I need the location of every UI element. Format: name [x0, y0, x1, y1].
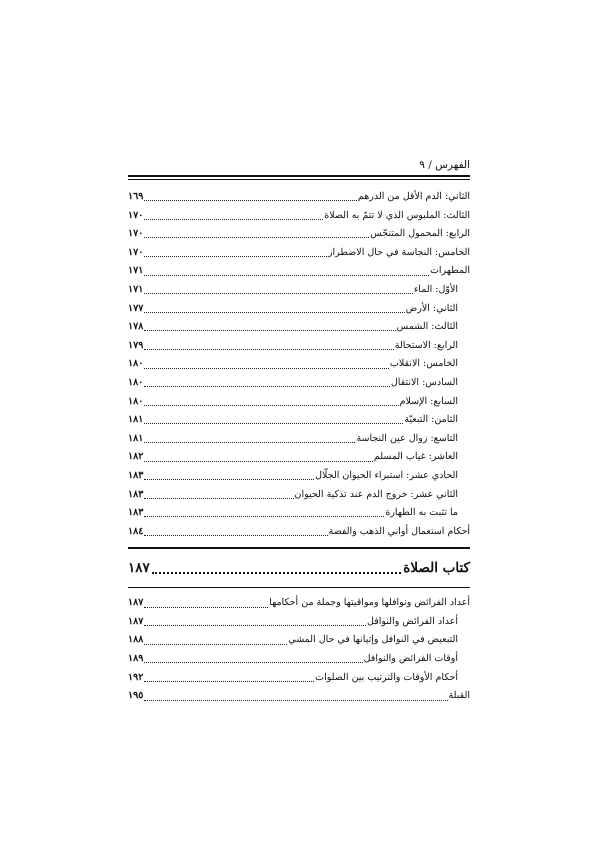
toc-entry-title: الثاني: الأرض: [405, 302, 458, 314]
toc-entry[interactable]: [128, 594, 470, 613]
leader-dots: [144, 348, 393, 350]
toc-entry[interactable]: [128, 318, 470, 337]
chapter-rule-bottom: [128, 587, 470, 589]
toc-entry[interactable]: [128, 523, 470, 542]
toc-entry-page-number: ١٨٣: [128, 507, 144, 519]
toc-entry[interactable]: [128, 631, 470, 650]
toc-entry-title: أحكام الأوقات والترتيب بين الصلوات: [315, 671, 458, 683]
toc-entry-page-number: ١٨٧: [128, 597, 144, 609]
leader-dots: [144, 329, 395, 331]
leader-dots: [144, 661, 362, 663]
running-header: الفهرس / ٩: [419, 159, 470, 171]
toc-entry-page-number: ١٩٢: [128, 671, 144, 683]
toc-entry-page-number: ١٨٠: [128, 358, 144, 370]
toc-entry-title: العاشر: غياب المسلم: [373, 451, 458, 463]
toc-entry-page-number: ١٨٠: [128, 395, 144, 407]
toc-entry-title: السادس: الانتقال: [390, 376, 458, 388]
toc-entry-title: الثالث: الملبوس الذي لا تتمّ به الصلاة: [324, 209, 470, 221]
leader-dots: [144, 274, 429, 276]
toc-entry[interactable]: [128, 448, 470, 467]
toc-entry-title: الثامن: التبعيّة: [404, 414, 458, 426]
toc-entry-page-number: ١٨٢: [128, 451, 144, 463]
leader-dots: [144, 367, 389, 369]
toc-list-bottom: [128, 594, 470, 706]
toc-entry-page-number: ١٨٤: [128, 525, 144, 537]
toc-entry-page-number: ١٩٥: [128, 690, 144, 702]
toc-entry[interactable]: [128, 262, 470, 281]
toc-entry-title: أعداد الفرائض ونوافلها ومواقيتها وجملة من أحكامها: [269, 597, 470, 609]
toc-entry-title: ما تثبت به الطهارة: [385, 507, 458, 519]
toc-entry-page-number: ١٨٧: [128, 615, 144, 627]
toc-entry[interactable]: [128, 244, 470, 263]
chapter-title: كتاب الصلاة: [403, 559, 470, 576]
toc-entry-title: الأوّل: الماء: [413, 283, 458, 295]
toc-entry[interactable]: [128, 486, 470, 505]
toc-entry-page-number: ١٧١: [128, 283, 144, 295]
chapter-rule: [128, 547, 470, 549]
leader-dots: [144, 478, 314, 480]
toc-entry-title: القبلة: [448, 690, 470, 702]
leader-dots: [144, 680, 314, 682]
toc-entry-page-number: ١٨٣: [128, 469, 144, 481]
toc-entry-title: الرابع: المحمول المتنجّس: [370, 228, 470, 240]
leader-dots: [144, 460, 373, 462]
leader-dots: [144, 385, 390, 387]
leader-dots: [144, 236, 369, 238]
toc-entry[interactable]: [128, 393, 470, 412]
toc-entry-page-number: ١٧٠: [128, 209, 144, 221]
toc-entry[interactable]: [128, 669, 470, 688]
toc-entry-page-number: ١٨٠: [128, 376, 144, 388]
toc-entry-title: الثاني عشر: خروج الدم عند تذكية الحيوان: [294, 488, 458, 500]
toc-entry[interactable]: [128, 355, 470, 374]
toc-entry-page-number: ١٧٠: [128, 228, 144, 240]
leader-dots: [144, 497, 293, 499]
header-rule-thin: [128, 179, 470, 180]
leader-dots: [144, 218, 323, 220]
toc-entry[interactable]: [128, 411, 470, 430]
toc-entry[interactable]: [128, 687, 470, 706]
toc-entry-page-number: ١٨٩: [128, 653, 144, 665]
toc-list-top: [128, 188, 470, 541]
toc-entry[interactable]: [128, 337, 470, 356]
toc-entry[interactable]: [128, 188, 470, 207]
toc-entry-title: أوقات الفرائض والنوافل: [363, 653, 458, 665]
leader-dots: [144, 199, 357, 201]
toc-entry[interactable]: [128, 281, 470, 300]
chapter-page-number: ١٨٧: [128, 559, 150, 576]
leader-dots: [144, 606, 268, 608]
leader-dots: [144, 255, 327, 257]
toc-entry[interactable]: [128, 430, 470, 449]
toc-entry[interactable]: [128, 504, 470, 523]
toc-entry[interactable]: [128, 467, 470, 486]
toc-entry-page-number: ١٨١: [128, 414, 144, 426]
toc-page: [128, 158, 470, 706]
header-rule-thick: [128, 175, 470, 177]
chapter-leader-dots: [152, 571, 402, 574]
toc-entry[interactable]: [128, 650, 470, 669]
leader-dots: [144, 404, 398, 406]
toc-entry-page-number: ١٦٩: [128, 191, 144, 202]
leader-dots: [144, 699, 447, 701]
toc-entry-title: الخامس: الانقلاب: [389, 358, 458, 370]
leader-dots: [144, 643, 287, 645]
toc-entry-title: التاسع: زوال عين النجاسة: [356, 432, 458, 444]
toc-entry-page-number: ١٨٨: [128, 634, 144, 646]
toc-entry-title: أعداد الفرائض والنوافل: [367, 615, 458, 627]
toc-entry[interactable]: [128, 613, 470, 632]
toc-entry-page-number: ١٧١: [128, 265, 144, 277]
toc-entry-title: المطهرات: [429, 265, 470, 277]
toc-entry-title: الخامس: النجاسة في حال الاضطرار: [327, 246, 470, 258]
toc-entry[interactable]: [128, 374, 470, 393]
leader-dots: [144, 292, 413, 294]
leader-dots: [144, 311, 404, 313]
leader-dots: [144, 422, 403, 424]
toc-entry-title: الرابع: الاستحالة: [394, 339, 458, 351]
toc-entry-title: الحادي عشر: استبراء الحيوان الجلّال: [315, 469, 458, 481]
toc-entry-page-number: ١٨١: [128, 432, 144, 444]
toc-entry-page-number: ١٧٨: [128, 321, 144, 333]
toc-entry-page-number: ١٧٧: [128, 302, 144, 314]
toc-entry-title: السابع: الإسلام: [399, 395, 458, 407]
leader-dots: [144, 534, 327, 536]
leader-dots: [144, 441, 355, 443]
toc-entry-page-number: ١٧٠: [128, 246, 144, 258]
toc-entry-page-number: ١٨٣: [128, 488, 144, 500]
toc-entry-title: أحكام استعمال أواني الذهب والفضة: [328, 525, 470, 537]
toc-entry[interactable]: [128, 225, 470, 244]
toc-entry[interactable]: [128, 300, 470, 319]
leader-dots: [144, 515, 384, 517]
toc-entry-title: الثالث: الشمس: [396, 321, 458, 333]
toc-entry-page-number: ١٧٩: [128, 339, 144, 351]
toc-entry-title: الثاني: الدم الأقل من الدرهم: [357, 191, 470, 202]
toc-entry[interactable]: [128, 207, 470, 226]
toc-entry-title: التبعيض في النوافل وإتيانها في حال المشي: [288, 634, 458, 646]
leader-dots: [144, 624, 366, 626]
chapter-heading[interactable]: [128, 555, 470, 581]
